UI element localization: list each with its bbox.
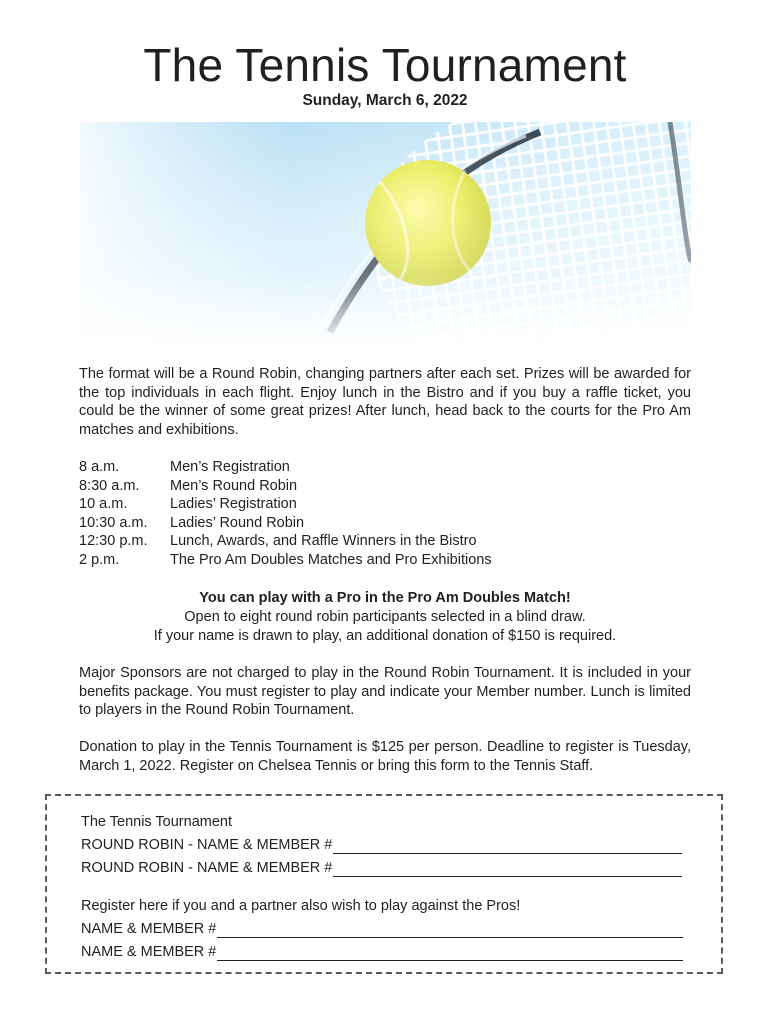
schedule-time: 10 a.m.	[79, 496, 128, 513]
name-member-label: NAME & MEMBER #	[81, 944, 217, 960]
pro-am-section	[0, 589, 770, 645]
schedule-row	[79, 551, 492, 570]
sponsors-paragraph: Major Sponsors are not charged to play in the Round Robin Tournament. It is included in your benefits package. You must register to play and indicate your Member number. Lunch is limited to players in the Round Robin Tournament.	[79, 665, 691, 719]
form-heading: The Tennis Tournament	[81, 814, 233, 830]
pros-prompt: Register here if you and a partner also wish to play against the Pros!	[81, 898, 521, 914]
schedule-event: The Pro Am Doubles Matches and Pro Exhibitions	[170, 551, 492, 568]
schedule-time: 12:30 p.m.	[79, 533, 148, 550]
pro-am-name-field-2[interactable]	[217, 946, 683, 961]
schedule-time: 10:30 a.m.	[79, 514, 148, 531]
pro-am-line-2: If your name is drawn to play, an additional donation of $150 is required.	[153, 627, 617, 644]
tennis-ball-racket-image	[80, 122, 691, 344]
schedule-event: Ladies’ Registration	[170, 496, 297, 513]
schedule-event: Ladies’ Round Robin	[170, 514, 305, 531]
round-robin-label: ROUND ROBIN - NAME & MEMBER #	[81, 837, 333, 853]
round-robin-name-field-2[interactable]	[333, 862, 682, 877]
pro-am-name-field-1[interactable]	[217, 923, 683, 938]
registration-form	[45, 794, 723, 974]
round-robin-row-1	[81, 836, 682, 854]
event-date: Sunday, March 6, 2022	[302, 92, 468, 109]
round-robin-label: ROUND ROBIN - NAME & MEMBER #	[81, 860, 333, 876]
schedule-time: 8 a.m.	[79, 459, 120, 475]
schedule-row	[79, 532, 492, 551]
hero-photo	[80, 122, 691, 344]
schedule-row	[79, 495, 492, 514]
intro-paragraph: The format will be a Round Robin, changing partners after each set. Prizes will be awarded for the top individuals in each flight. Enjoy lunch in the Bistro and if you buy a raffle ticket, you could be the winner of some great prizes! After lunch, head back to the courts for the Pro Am matches and exhibitions.	[79, 366, 691, 438]
name-member-label: NAME & MEMBER #	[81, 921, 217, 937]
schedule-event: Lunch, Awards, and Raffle Winners in the Bistro	[170, 533, 477, 550]
pro-am-row-2	[81, 943, 683, 961]
schedule	[79, 458, 492, 570]
schedule-row	[79, 514, 492, 533]
pro-am-line-1: Open to eight round robin participants selected in a blind draw.	[184, 608, 586, 625]
schedule-event: Men’s Registration	[170, 459, 290, 475]
pro-am-row-1	[81, 920, 683, 938]
donation-paragraph: Donation to play in the Tennis Tournament is $125 per person. Deadline to register is Tuesday, March 1, 2022. Register on Chelsea Tennis or bring this form to the Tennis Staff.	[79, 739, 691, 774]
page-title: The Tennis Tournament	[143, 39, 627, 91]
schedule-time: 2 p.m.	[79, 551, 120, 568]
pro-am-headline: You can play with a Pro in the Pro Am Doubles Match!	[199, 590, 571, 606]
schedule-time: 8:30 a.m.	[79, 477, 140, 494]
schedule-row	[79, 477, 492, 496]
schedule-row	[79, 458, 492, 477]
round-robin-name-field-1[interactable]	[333, 839, 682, 854]
schedule-event: Men’s Round Robin	[170, 477, 298, 494]
round-robin-row-2	[81, 859, 682, 877]
